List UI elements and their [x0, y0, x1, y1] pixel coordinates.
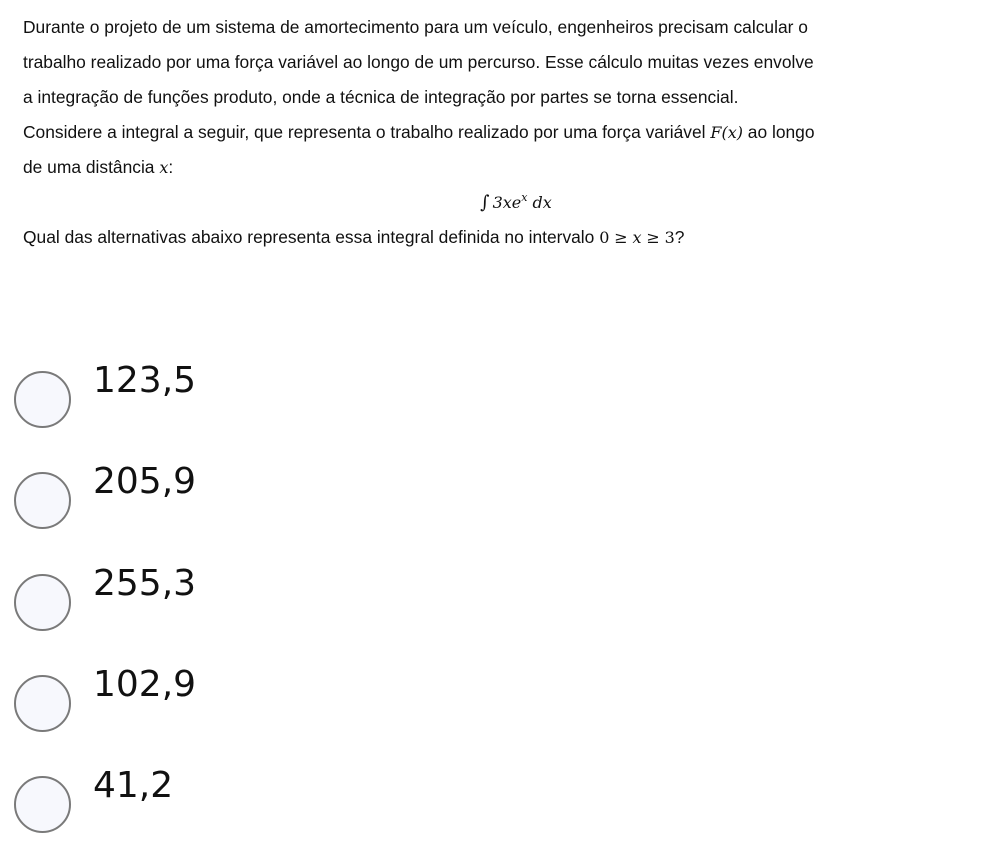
- option-d[interactable]: [14, 664, 197, 732]
- question-line-4: [23, 115, 981, 150]
- question-line-3: a integração de funções produto, onde a técnica de integração por partes se torna essencial.: [23, 87, 739, 107]
- integral-exponent: x: [521, 191, 528, 204]
- force-function-math: F(x): [710, 123, 743, 142]
- integral-formula: [23, 185, 981, 220]
- question-line-5: [23, 150, 981, 185]
- question-text: [23, 10, 981, 255]
- option-c-label[interactable]: 255,3: [93, 563, 197, 604]
- interval-lower: 0: [599, 228, 610, 247]
- interval-variable: x: [632, 228, 642, 247]
- integral-symbol: ∫: [480, 192, 490, 213]
- integral-differential: dx: [532, 193, 552, 212]
- radio-button-e[interactable]: [14, 776, 71, 833]
- option-e[interactable]: [14, 765, 174, 833]
- option-e-label[interactable]: 41,2: [93, 765, 174, 806]
- integral-expression: 3xe: [492, 193, 522, 212]
- interval-ge-2: ≥: [646, 228, 660, 247]
- option-c[interactable]: [14, 563, 197, 631]
- question-line-1: Durante o projeto de um sistema de amortecimento para um veículo, engenheiros precisam calcular o: [23, 17, 808, 37]
- radio-button-a[interactable]: [14, 371, 71, 428]
- question-prompt-end: ?: [674, 227, 685, 247]
- question-line-5-text: de uma distância: [23, 157, 160, 177]
- option-a-label[interactable]: 123,5: [93, 360, 197, 401]
- question-line-5-end: :: [168, 157, 174, 177]
- question-prompt: [23, 220, 981, 255]
- option-a[interactable]: [14, 360, 197, 428]
- question-line-4-end: ao longo: [742, 122, 815, 142]
- interval-ge-1: ≥: [614, 228, 628, 247]
- distance-variable-math: x: [159, 158, 169, 177]
- option-b-label[interactable]: 205,9: [93, 461, 197, 502]
- radio-button-d[interactable]: [14, 675, 71, 732]
- radio-button-b[interactable]: [14, 472, 71, 529]
- option-d-label[interactable]: 102,9: [93, 664, 197, 705]
- radio-button-c[interactable]: [14, 574, 71, 631]
- question-line-2: trabalho realizado por uma força variável ao longo de um percurso. Esse cálculo muitas vezes envolve: [23, 52, 814, 72]
- question-prompt-text: Qual das alternativas abaixo representa essa integral definida no intervalo: [23, 227, 600, 247]
- question-line-4-text: Considere a integral a seguir, que representa o trabalho realizado por uma força variável: [23, 122, 711, 142]
- interval-upper: 3: [664, 228, 675, 247]
- option-b[interactable]: [14, 461, 197, 529]
